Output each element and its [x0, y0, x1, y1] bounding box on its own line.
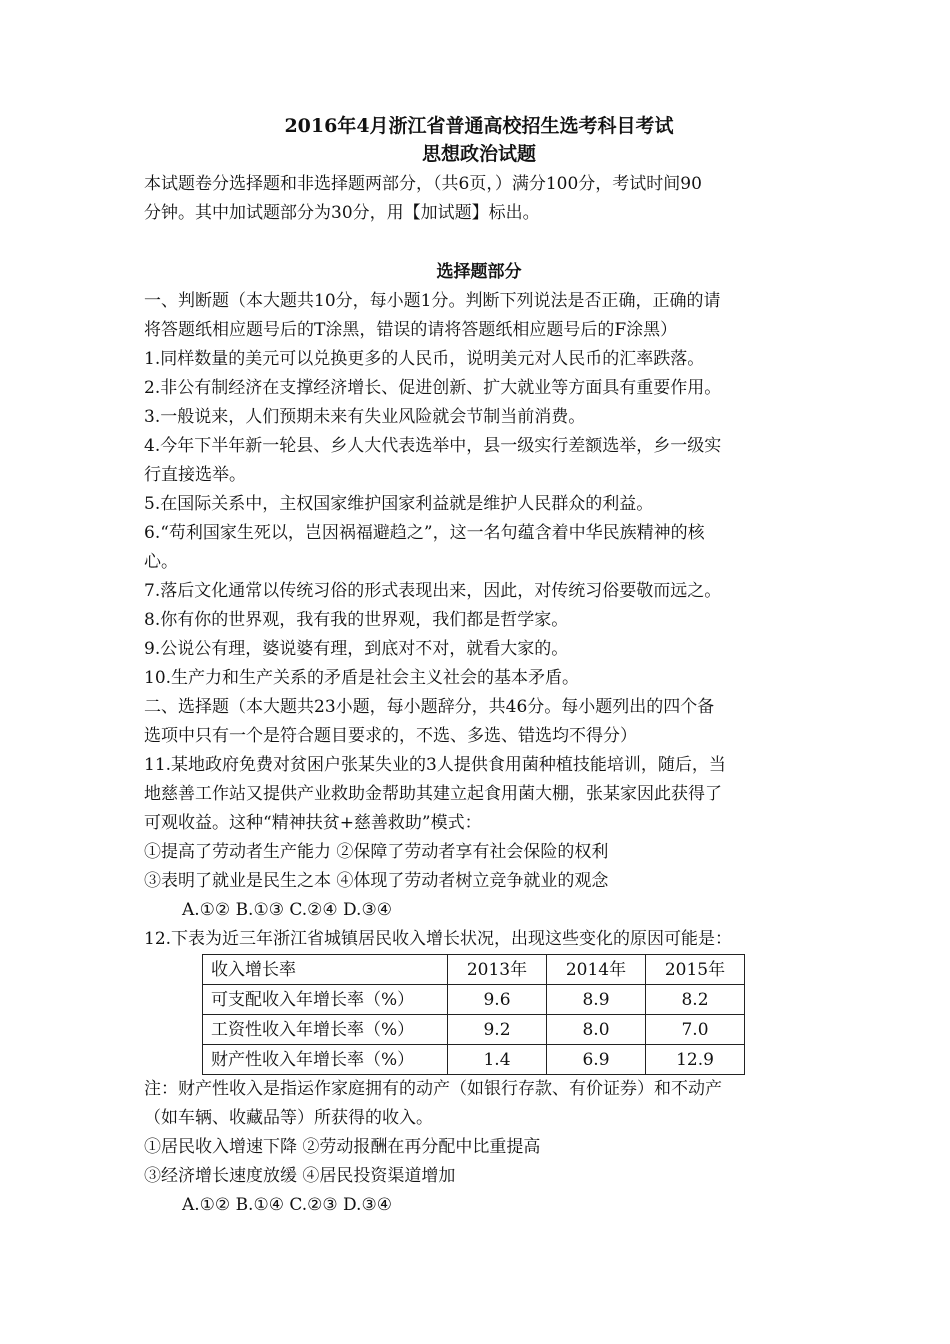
table-header-cell: 收入增长率: [203, 955, 448, 985]
question-11: 11.某地政府免费对贫困户张某失业的3人提供食用菌种植技能培训，随后，当: [144, 755, 726, 775]
question-4: 4.今年下半年新一轮县、乡人大代表选举中，县一级实行差额选举，乡一级实: [144, 436, 722, 456]
question-11-cont: 可观收益。这种“精神扶贫+慈善救助”模式：: [144, 813, 482, 833]
exam-subtitle: 思想政治试题: [421, 143, 536, 165]
table-cell: 1.4: [448, 1045, 547, 1075]
table-cell: 6.9: [547, 1045, 646, 1075]
question-2: 2.非公有制经济在支撑经济增长、促进创新、扩大就业等方面具有重要作用。: [144, 378, 722, 398]
question-10: 10.生产力和生产关系的矛盾是社会主义社会的基本矛盾。: [144, 668, 580, 688]
table-cell: 工资性收入年增长率（%）: [203, 1015, 448, 1045]
table-row: [203, 1015, 745, 1045]
table-cell: 9.6: [448, 985, 547, 1015]
table-header-row: [203, 955, 745, 985]
question-6: 6.“苟利国家生死以，岂因祸福避趋之”，这一名句蕴含着中华民族精神的核: [144, 523, 705, 543]
table-cell: 8.2: [646, 985, 745, 1015]
question-3: 3.一般说来，人们预期未来有失业风险就会节制当前消费。: [144, 407, 586, 427]
question-11-option: ①提高了劳动者生产能力 ②保障了劳动者享有社会保险的权利: [144, 842, 609, 862]
question-11-cont: 地慈善工作站又提供产业救助金帮助其建立起食用菌大棚，张某家因此获得了: [144, 784, 722, 804]
table-header-cell: 2013年: [448, 955, 547, 985]
part1-instructions: 将答题纸相应题号后的T涂黑，错误的请将答题纸相应题号后的F涂黑）: [144, 320, 678, 340]
question-4-cont: 行直接选举。: [144, 465, 246, 485]
table-header-cell: 2015年: [646, 955, 745, 985]
question-1: 1.同样数量的美元可以兑换更多的人民币，说明美元对人民币的汇率跌落。: [144, 349, 705, 369]
table-row: [203, 1045, 745, 1075]
question-11-answers: A.①② B.①③ C.②④ D.③④: [182, 900, 392, 920]
question-12-answers: A.①② B.①④ C.②③ D.③④: [182, 1195, 392, 1215]
question-8: 8.你有你的世界观，我有我的世界观，我们都是哲学家。: [144, 610, 569, 630]
question-5: 5.在国际关系中，主权国家维护国家利益就是维护人民群众的利益。: [144, 494, 654, 514]
part1-instructions: 一、判断题（本大题共10分，每小题1分。判断下列说法是否正确，正确的请: [144, 291, 721, 311]
table-cell: 8.0: [547, 1015, 646, 1045]
question-12-note: （如车辆、收藏品等）所获得的收入。: [144, 1108, 433, 1128]
question-11-option: ③表明了就业是民生之本 ④体现了劳动者树立竞争就业的观念: [144, 871, 609, 891]
income-table: [202, 954, 745, 1075]
intro-line: 本试题卷分选择题和非选择题两部分，（共6页，）满分100分，考试时间90: [144, 174, 702, 194]
exam-page: [144, 112, 814, 1220]
table-cell: 7.0: [646, 1015, 745, 1045]
table-row: [203, 985, 745, 1015]
part2-instructions: 选项中只有一个是符合题目要求的，不选、多选、错选均不得分）: [144, 726, 637, 746]
part2-instructions: 二、选择题（本大题共23小题，每小题辞分，共46分。每小题列出的四个备: [144, 697, 715, 717]
table-cell: 12.9: [646, 1045, 745, 1075]
section-title: 选择题部分: [436, 262, 522, 282]
table-header-cell: 2014年: [547, 955, 646, 985]
table-cell: 9.2: [448, 1015, 547, 1045]
question-7: 7.落后文化通常以传统习俗的形式表现出来，因此，对传统习俗要敬而远之。: [144, 581, 722, 601]
question-12-option: ③经济增长速度放缓 ④居民投资渠道增加: [144, 1166, 456, 1186]
question-12-option: ①居民收入增速下降 ②劳动报酬在再分配中比重提高: [144, 1137, 541, 1157]
question-12-note: 注：财产性收入是指运作家庭拥有的动产（如银行存款、有价证券）和不动产: [144, 1079, 722, 1099]
table-cell: 8.9: [547, 985, 646, 1015]
exam-title: 2016年4月浙江省普通高校招生选考科目考试: [284, 115, 674, 137]
question-12: 12.下表为近三年浙江省城镇居民收入增长状况，出现这些变化的原因可能是：: [144, 929, 733, 949]
table-cell: 财产性收入年增长率（%）: [203, 1045, 448, 1075]
intro-line: 分钟。其中加试题部分为30分，用【加试题】标出。: [144, 203, 540, 223]
question-6-cont: 心。: [144, 552, 178, 572]
question-9: 9.公说公有理，婆说婆有理，到底对不对，就看大家的。: [144, 639, 569, 659]
table-cell: 可支配收入年增长率（%）: [203, 985, 448, 1015]
